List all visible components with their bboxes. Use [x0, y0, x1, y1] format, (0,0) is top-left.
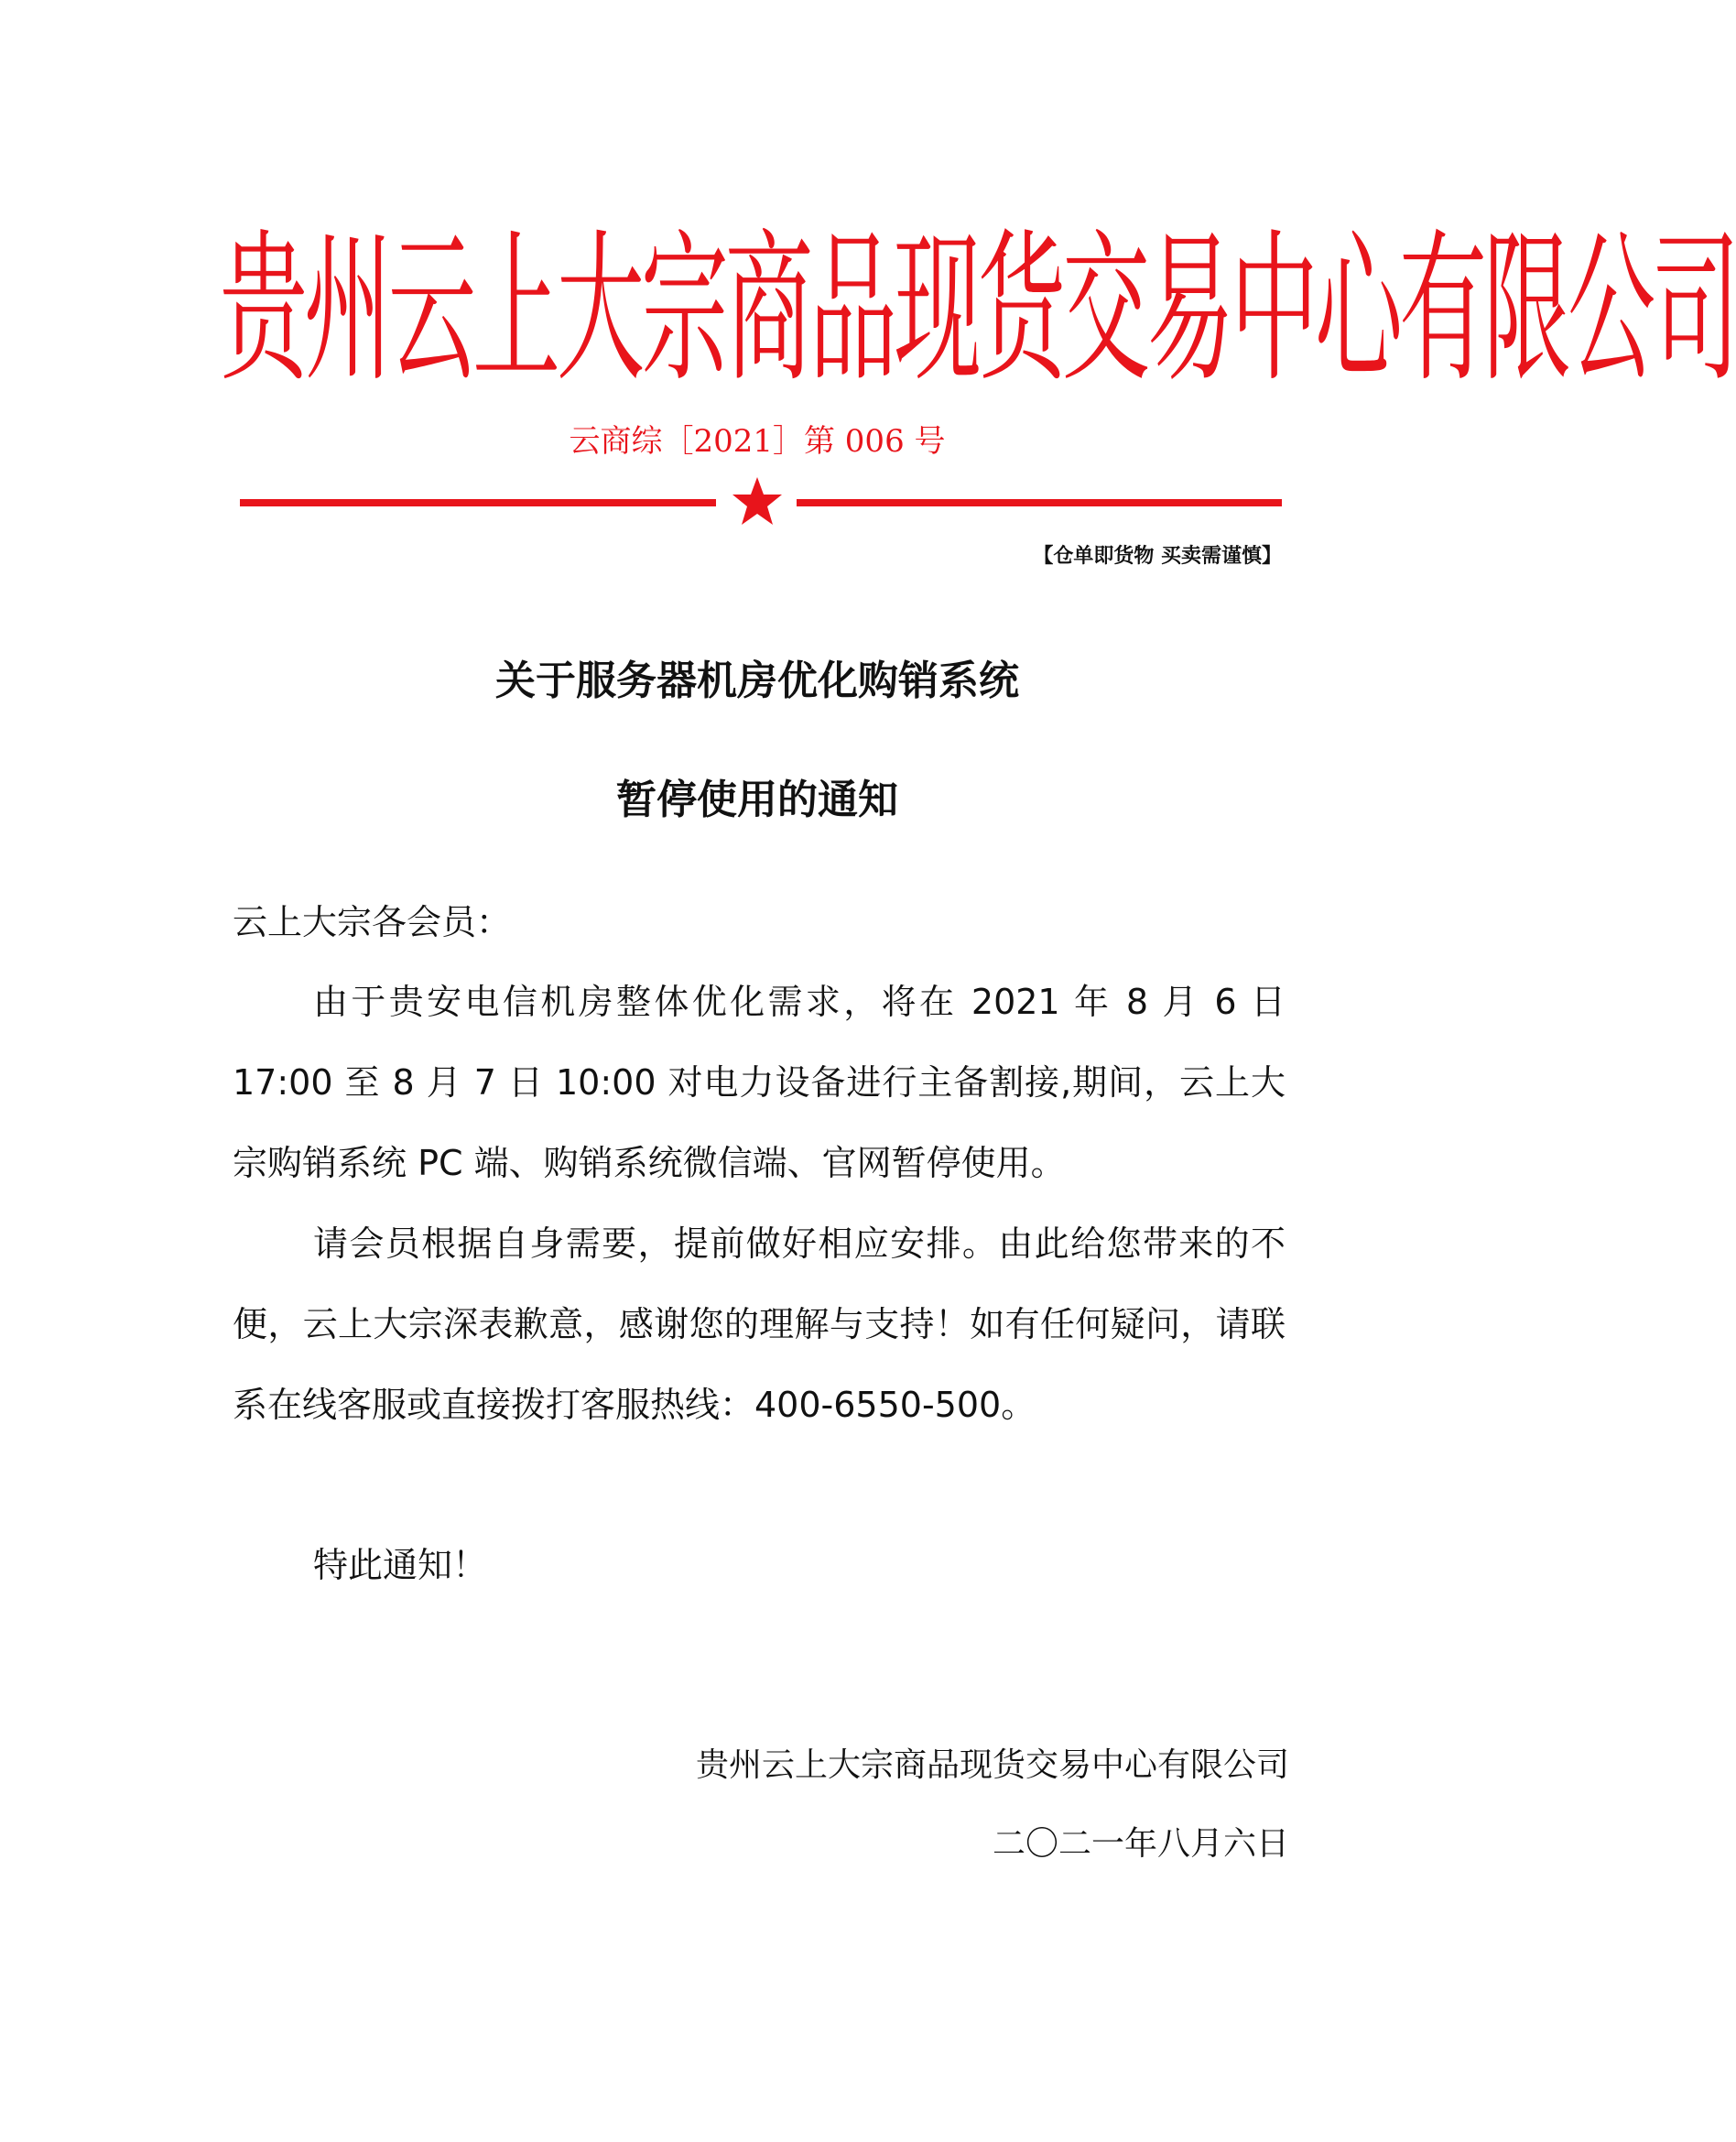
letterhead-text: 贵州云上大宗商品现货交易中心有限公司: [220, 214, 1736, 405]
signature-date: 二〇二一年八月六日: [992, 1825, 1289, 1863]
notice-title-line-2: 暂停使用的通知: [616, 777, 898, 823]
header-rule-right: [797, 499, 1282, 506]
header-rule-left: [240, 499, 716, 506]
signature-organization: 贵州云上大宗商品现货交易中心有限公司: [695, 1746, 1289, 1784]
warning-tag: 【仓单即货物 买卖需谨慎】: [1033, 545, 1282, 568]
paragraph-apology-contact: 请会员根据自身需要，提前做好相应安排。由此给您带来的不便，云上大宗深表歉意，感谢您的理解与支持！如有任何疑问，请联系在线客服或直接拨打客服热线：400-6550-500。: [233, 1223, 1286, 1425]
salutation: 云上大宗各会员：: [233, 902, 512, 942]
notice-title-line-1: 关于服务器机房优化购销系统: [495, 658, 1019, 704]
paragraph-schedule: 由于贵安电信机房整体优化需求，将在 2021 年 8 月 6 日 17:00 至 8 月 7 日 10:00 对电力设备进行主备割接,期间，云上大宗购销系统 PC 端、购销系统微信端、官网暂停使用。: [233, 982, 1286, 1183]
closing-line: 特此通知！: [313, 1545, 488, 1585]
document-number: 云商综［2021］第 006 号: [569, 423, 946, 460]
star-icon: [730, 474, 785, 529]
organization-letterhead: [220, 214, 1736, 405]
